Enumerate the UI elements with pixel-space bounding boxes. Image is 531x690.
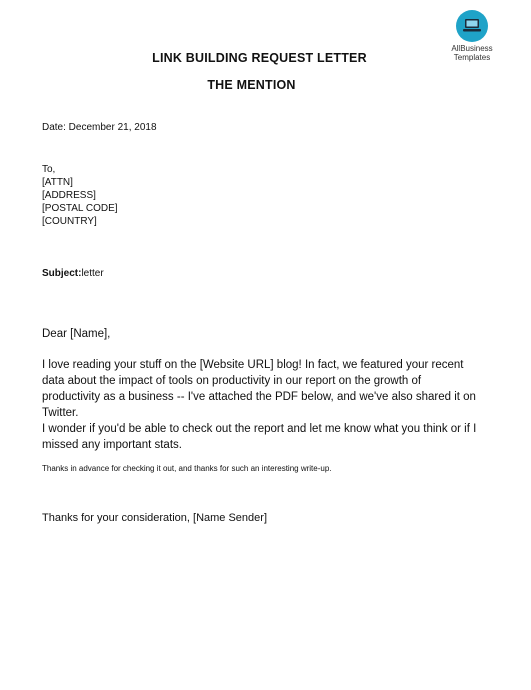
letter-date: Date: December 21, 2018 — [42, 122, 157, 133]
laptop-icon — [462, 18, 482, 33]
subject-line — [42, 267, 104, 280]
letter-body — [42, 357, 482, 453]
closing-line: Thanks for your consideration, [Name Sender] — [42, 512, 268, 524]
salutation: Dear [Name], — [42, 328, 111, 340]
body-paragraph: I love reading your stuff on the [Website URL] blog! In fact, we featured your recent data about the impact of tools on productivity in our report on the growth of productivity as a business -- I've attached the PDF below, and we've also shared it on Twitter. — [42, 359, 476, 419]
thanks-note: Thanks in advance for checking it out, and thanks for such an interesting write-up. — [42, 464, 332, 473]
address-line: [ADDRESS] — [42, 190, 96, 201]
body-paragraph-2: I wonder if you'd be able to check out the report and let me know what you think or if I missed any important stats. — [42, 423, 477, 451]
logo-badge — [456, 10, 488, 42]
recipient-address — [42, 163, 118, 228]
subject-value: letter — [81, 268, 104, 279]
address-line: To, — [42, 164, 56, 175]
document-subtitle: THE MENTION — [207, 78, 296, 92]
document-title: LINK BUILDING REQUEST LETTER — [152, 51, 367, 65]
subject-label: Subject: — [42, 268, 82, 279]
logo-line-1: AllBusiness — [451, 44, 493, 53]
address-line: [COUNTRY] — [42, 216, 97, 227]
address-line: [POSTAL CODE] — [42, 203, 118, 214]
address-line: [ATTN] — [42, 177, 73, 188]
logo-line-2: Templates — [453, 53, 491, 62]
